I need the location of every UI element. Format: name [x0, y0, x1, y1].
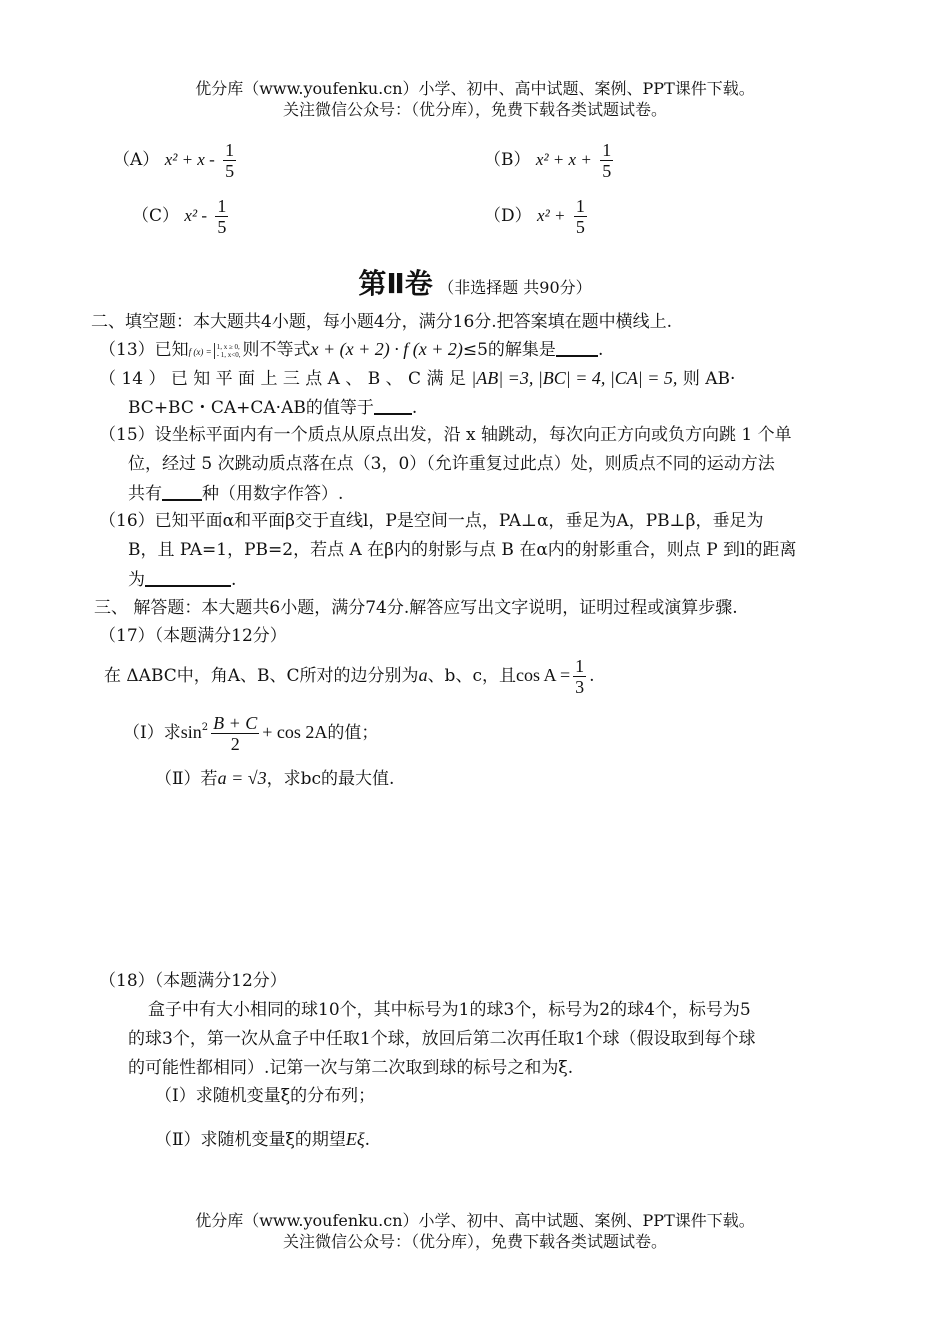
q17-cos-fraction	[573, 656, 586, 697]
section-2-subtitle: （非选择题 共90分）	[438, 278, 592, 297]
q18-line-3: 的可能性都相同）.记第一次与第二次取到球的标号之和为ξ.	[128, 1058, 574, 1078]
q18-part-2	[155, 1128, 370, 1151]
footer-line-2: 关注微信公众号：（优分库），免费下载各类试题试卷。	[282, 1232, 667, 1251]
option-c-fraction	[215, 196, 228, 237]
q15-line3-prefix: 共有	[128, 484, 162, 504]
option-d	[484, 196, 590, 237]
q17-p1-sup: 2	[201, 722, 209, 733]
q17-p1-tail: + cos 2A	[262, 722, 328, 742]
q16-line-2: B，且 PA=1，PB=2，若点 A 在β内的射影与点 B 在α内的射影重合，则点 P 到l的距离	[128, 540, 797, 560]
q17-stem-end: .	[589, 666, 595, 686]
q17-title: （17）（本题满分12分）	[99, 626, 287, 646]
option-b-label: （B）	[484, 150, 531, 170]
frac-denominator: 2	[230, 734, 240, 754]
q18-part-1: （Ⅰ）求随机变量ξ的分布列；	[155, 1086, 376, 1106]
frac-numerator: 1	[575, 656, 585, 676]
q18-title: （18）（本题满分12分）	[99, 971, 287, 991]
option-b-expr: x² + x +	[535, 150, 592, 169]
q17-p2-prefix: （Ⅱ）若	[155, 769, 218, 789]
q14-line1-suffix: 则 AB·	[682, 369, 736, 389]
q18-p2-expr: Eξ	[345, 1129, 365, 1149]
frac-denominator: 5	[225, 161, 235, 181]
q16-answer-blank[interactable]	[145, 568, 231, 587]
q17-p1-prefix: （Ⅰ）求	[123, 723, 181, 743]
q17-p2-expr: a = √3	[217, 768, 267, 788]
option-d-fraction	[574, 196, 587, 237]
q17-p1-sin: sin	[180, 722, 202, 742]
q18-line-1: 盒子中有大小相同的球10个，其中标号为1的球3个，标号为2的球4个，标号为5	[148, 1000, 751, 1020]
section-2-title: 第Ⅱ卷	[358, 267, 433, 300]
frac-numerator: 1	[575, 196, 585, 216]
q17-stem-a: a	[418, 665, 428, 685]
option-a-label: （A）	[113, 150, 160, 170]
q17-stem-mid: 、b、c，且	[427, 666, 516, 686]
q13-func: f (x) =	[188, 347, 212, 357]
frac-numerator: 1	[602, 140, 612, 160]
q17-p1-fraction	[211, 713, 259, 754]
q15-line-3	[128, 482, 343, 505]
question-14-line-1	[99, 367, 735, 390]
q16-line3-prefix: 为	[128, 570, 145, 590]
q17-part-1	[123, 713, 378, 754]
q15-line3-suffix: 种（用数字作答）.	[202, 484, 344, 504]
q16-line-1: （16）已知平面α和平面β交于直线l，P是空间一点，PA⊥α，垂足为A，PB⊥β，垂足为	[99, 511, 764, 531]
q17-p2-suffix: ，求bc的最大值.	[266, 769, 395, 789]
frac-numerator: B + C	[213, 713, 258, 733]
footer-line-1: 优分库（www.youfenku.cn）小学、初中、高中试题、案例、PPT课件下载。	[195, 1211, 755, 1230]
section-2-title-row	[0, 262, 950, 302]
q13-suffix: ≤5的解集是	[462, 340, 556, 360]
q13-middle: 则不等式	[242, 340, 311, 360]
frac-numerator: 1	[217, 196, 227, 216]
q14-answer-blank[interactable]	[374, 396, 412, 415]
q13-piecewise	[214, 343, 241, 359]
q18-p2-prefix: （Ⅱ）求随机变量ξ的期望	[155, 1130, 346, 1150]
q13-inequality: x + (x + 2) · f (x + 2)	[310, 339, 463, 359]
q17-stem-prefix: 在 ΔABC中，角A、B、C所对的边分别为	[104, 666, 419, 686]
q16-line-3	[128, 568, 236, 591]
q17-part-2	[155, 767, 394, 790]
option-b	[484, 140, 616, 181]
q14-end: .	[411, 398, 418, 418]
question-13	[99, 338, 603, 363]
header-line-2: 关注微信公众号：（优分库），免费下载各类试题试卷。	[282, 100, 667, 119]
q15-line-2: 位，经过 5 次跳动质点落在点（3，0）（允许重复过此点）处，则质点不同的运动方法	[128, 454, 775, 474]
q15-answer-blank[interactable]	[162, 482, 202, 501]
section-3-heading: 三、 解答题：本大题共6小题，满分74分.解答应写出文字说明，证明过程或演算步骤.	[94, 598, 738, 618]
option-a-fraction	[223, 140, 236, 181]
option-c	[132, 196, 231, 237]
q13-prefix: （13）已知	[99, 340, 189, 360]
option-a	[113, 140, 239, 181]
q18-p2-end: .	[364, 1130, 371, 1150]
frac-denominator: 5	[602, 161, 612, 181]
option-b-fraction	[600, 140, 613, 181]
frac-denominator: 5	[575, 217, 585, 237]
section-2-heading: 二、填空题：本大题共4小题，每小题4分，满分16分.把答案填在题中横线上.	[91, 312, 673, 332]
option-d-label: （D）	[484, 206, 532, 226]
question-14-line-2	[128, 396, 417, 419]
q17-stem	[104, 656, 595, 697]
option-c-expr: x² -	[184, 206, 207, 225]
q17-p1-suffix: 的值；	[327, 723, 379, 743]
q18-line-2: 的球3个，第一次从盒子中任取1个球，放回后第二次再任取1个球（假设取到每个球	[128, 1029, 756, 1049]
frac-denominator: 5	[217, 217, 227, 237]
q14-line1-prefix: （ 14 ） 已 知 平 面 上 三 点 A 、 B 、 C 满 足	[99, 369, 466, 389]
q13-answer-blank[interactable]	[556, 338, 598, 357]
frac-numerator: 1	[225, 140, 235, 160]
q13-piece-bottom: - 1, x<0,	[216, 350, 241, 359]
q14-line2: BC+BC・CA+CA·AB的值等于	[128, 398, 374, 418]
q13-end: .	[597, 340, 604, 360]
option-a-expr: x² + x -	[164, 150, 215, 169]
frac-denominator: 3	[575, 677, 585, 697]
header-line-1: 优分库（www.youfenku.cn）小学、初中、高中试题、案例、PPT课件下载。	[195, 79, 755, 98]
q17-cos-expr: cos A =	[515, 665, 571, 685]
q15-line-1: （15）设坐标平面内有一个质点从原点出发，沿 x 轴跳动，每次向正方向或负方向跳 1 个单	[99, 425, 792, 445]
option-c-label: （C）	[132, 206, 180, 226]
option-d-expr: x² +	[537, 206, 566, 225]
q16-end: .	[231, 570, 237, 590]
q14-condition: |AB| =3, |BC| = 4, |CA| = 5,	[471, 368, 678, 388]
q13-piece-top: 1, x ≥ 0,	[216, 342, 240, 351]
